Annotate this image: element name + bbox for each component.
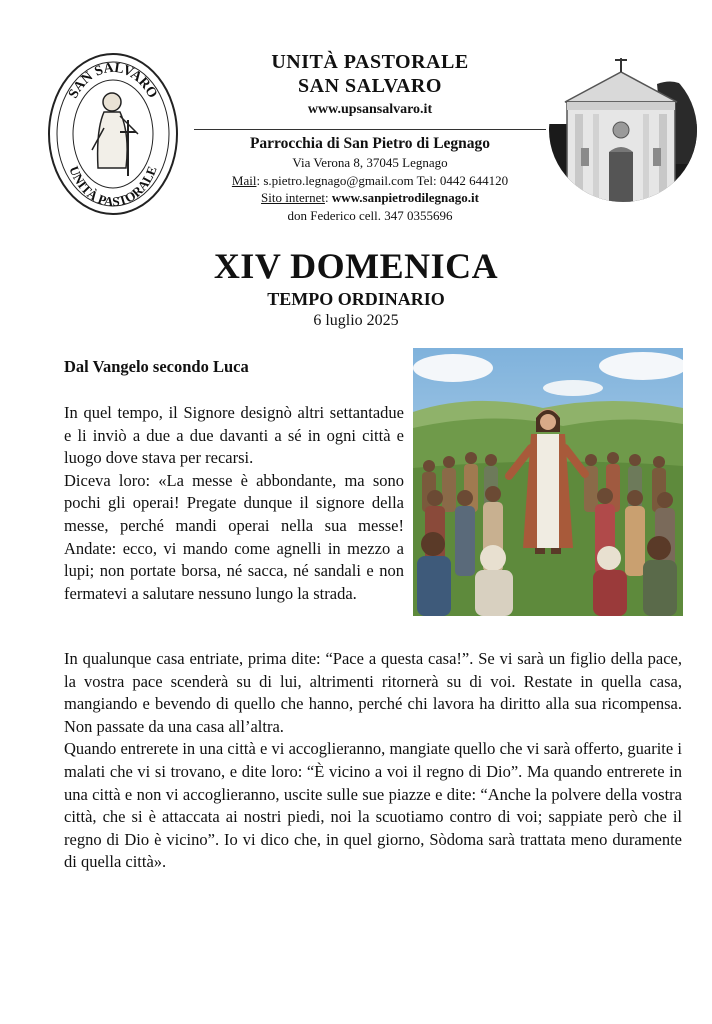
page-subtitle: TEMPO ORDINARIO (267, 289, 445, 309)
site-separator: : (324, 190, 332, 205)
site-label: Sito internet (261, 190, 325, 205)
gospel-illustration (413, 348, 683, 616)
mail-label: Mail (231, 172, 257, 188)
header (190, 50, 550, 224)
header-title-line1: UNITÀ PASTORALE (271, 51, 469, 73)
gospel-text-full (64, 648, 682, 874)
page-title: XIV DOMENICA (213, 246, 499, 286)
gospel-paragraph-2: Diceva loro: «La messe è abbondante, ma sono pochi gli operai! Pregate dunque il signore della messe, perché mandi operai nella sua messe! Andate: ecco, vi mando come agnelli in mezzo a lupi; non portate borsa, né sacca, né sandali e non fermatevi a salutare nessuno lungo la strada. (64, 470, 404, 603)
pastoral-unit-logo (46, 50, 180, 218)
logo-ring-bottom-text: UNITÀ PASTORALE (66, 163, 160, 210)
parish-address: Via Verona 8, 37045 Legnago (292, 155, 448, 170)
page-date: 6 luglio 2025 (313, 312, 399, 329)
parish-name: Parrocchia di San Pietro di Legnago (249, 135, 491, 152)
header-divider (194, 129, 546, 130)
header-title-line2: SAN SALVARO (298, 75, 442, 97)
parish-contact-line (190, 172, 550, 190)
site-link[interactable]: www.sanpietrodilegnago.it (331, 190, 479, 205)
gospel-paragraph-1: In quel tempo, il Signore designò altri settantadue e li inviò a due a due davanti a sé in ogni città e luogo dove stava per recarsi. (64, 403, 404, 468)
gospel-heading: Dal Vangelo secondo Luca (64, 357, 249, 376)
gospel-paragraph-4: Quando entrerete in una città e vi accoglieranno, mangiate quello che vi sarà offerto, guarite i malati che vi si trovano, e dite loro: “È vicino a voi il regno di Dio”. Ma quando entrerete in una città e non vi accoglieranno, uscite sulle sue piazze e dite: “Anche la polvere della vostra città, che si è attaccata ai nostri piedi, noi la scuotiamo contro di voi; sappiate però che il regno di Dio è vicino”. Io vi dico che, in quel giorno, Sòdoma sarà trattata meno duramente di quella città». (64, 739, 682, 872)
church-photo (545, 44, 697, 204)
header-website[interactable]: www.upsansalvaro.it (307, 102, 433, 117)
gospel-text-column (64, 402, 404, 605)
parish-website-line (190, 189, 550, 207)
sunday-heading (0, 246, 712, 331)
gospel-paragraph-3: In qualunque casa entriate, prima dite: “Pace a questa casa!”. Se vi sarà un figlio della pace, la vostra pace scenderà su di lui, altrimenti ritornerà su di voi. Restate in quella casa, mangiando e bevendo di quello che hanno, perché chi lavora ha diritto alla sua ricompensa. Non passate da una casa all’altra. (64, 649, 682, 736)
priest-contact: don Federico cell. 347 0355696 (287, 207, 453, 223)
logo-ring-top-text: SAN SALVARO (66, 60, 160, 102)
mail-value[interactable]: : s.pietro.legnago@gmail.com Tel: 0442 644120 (256, 172, 509, 188)
